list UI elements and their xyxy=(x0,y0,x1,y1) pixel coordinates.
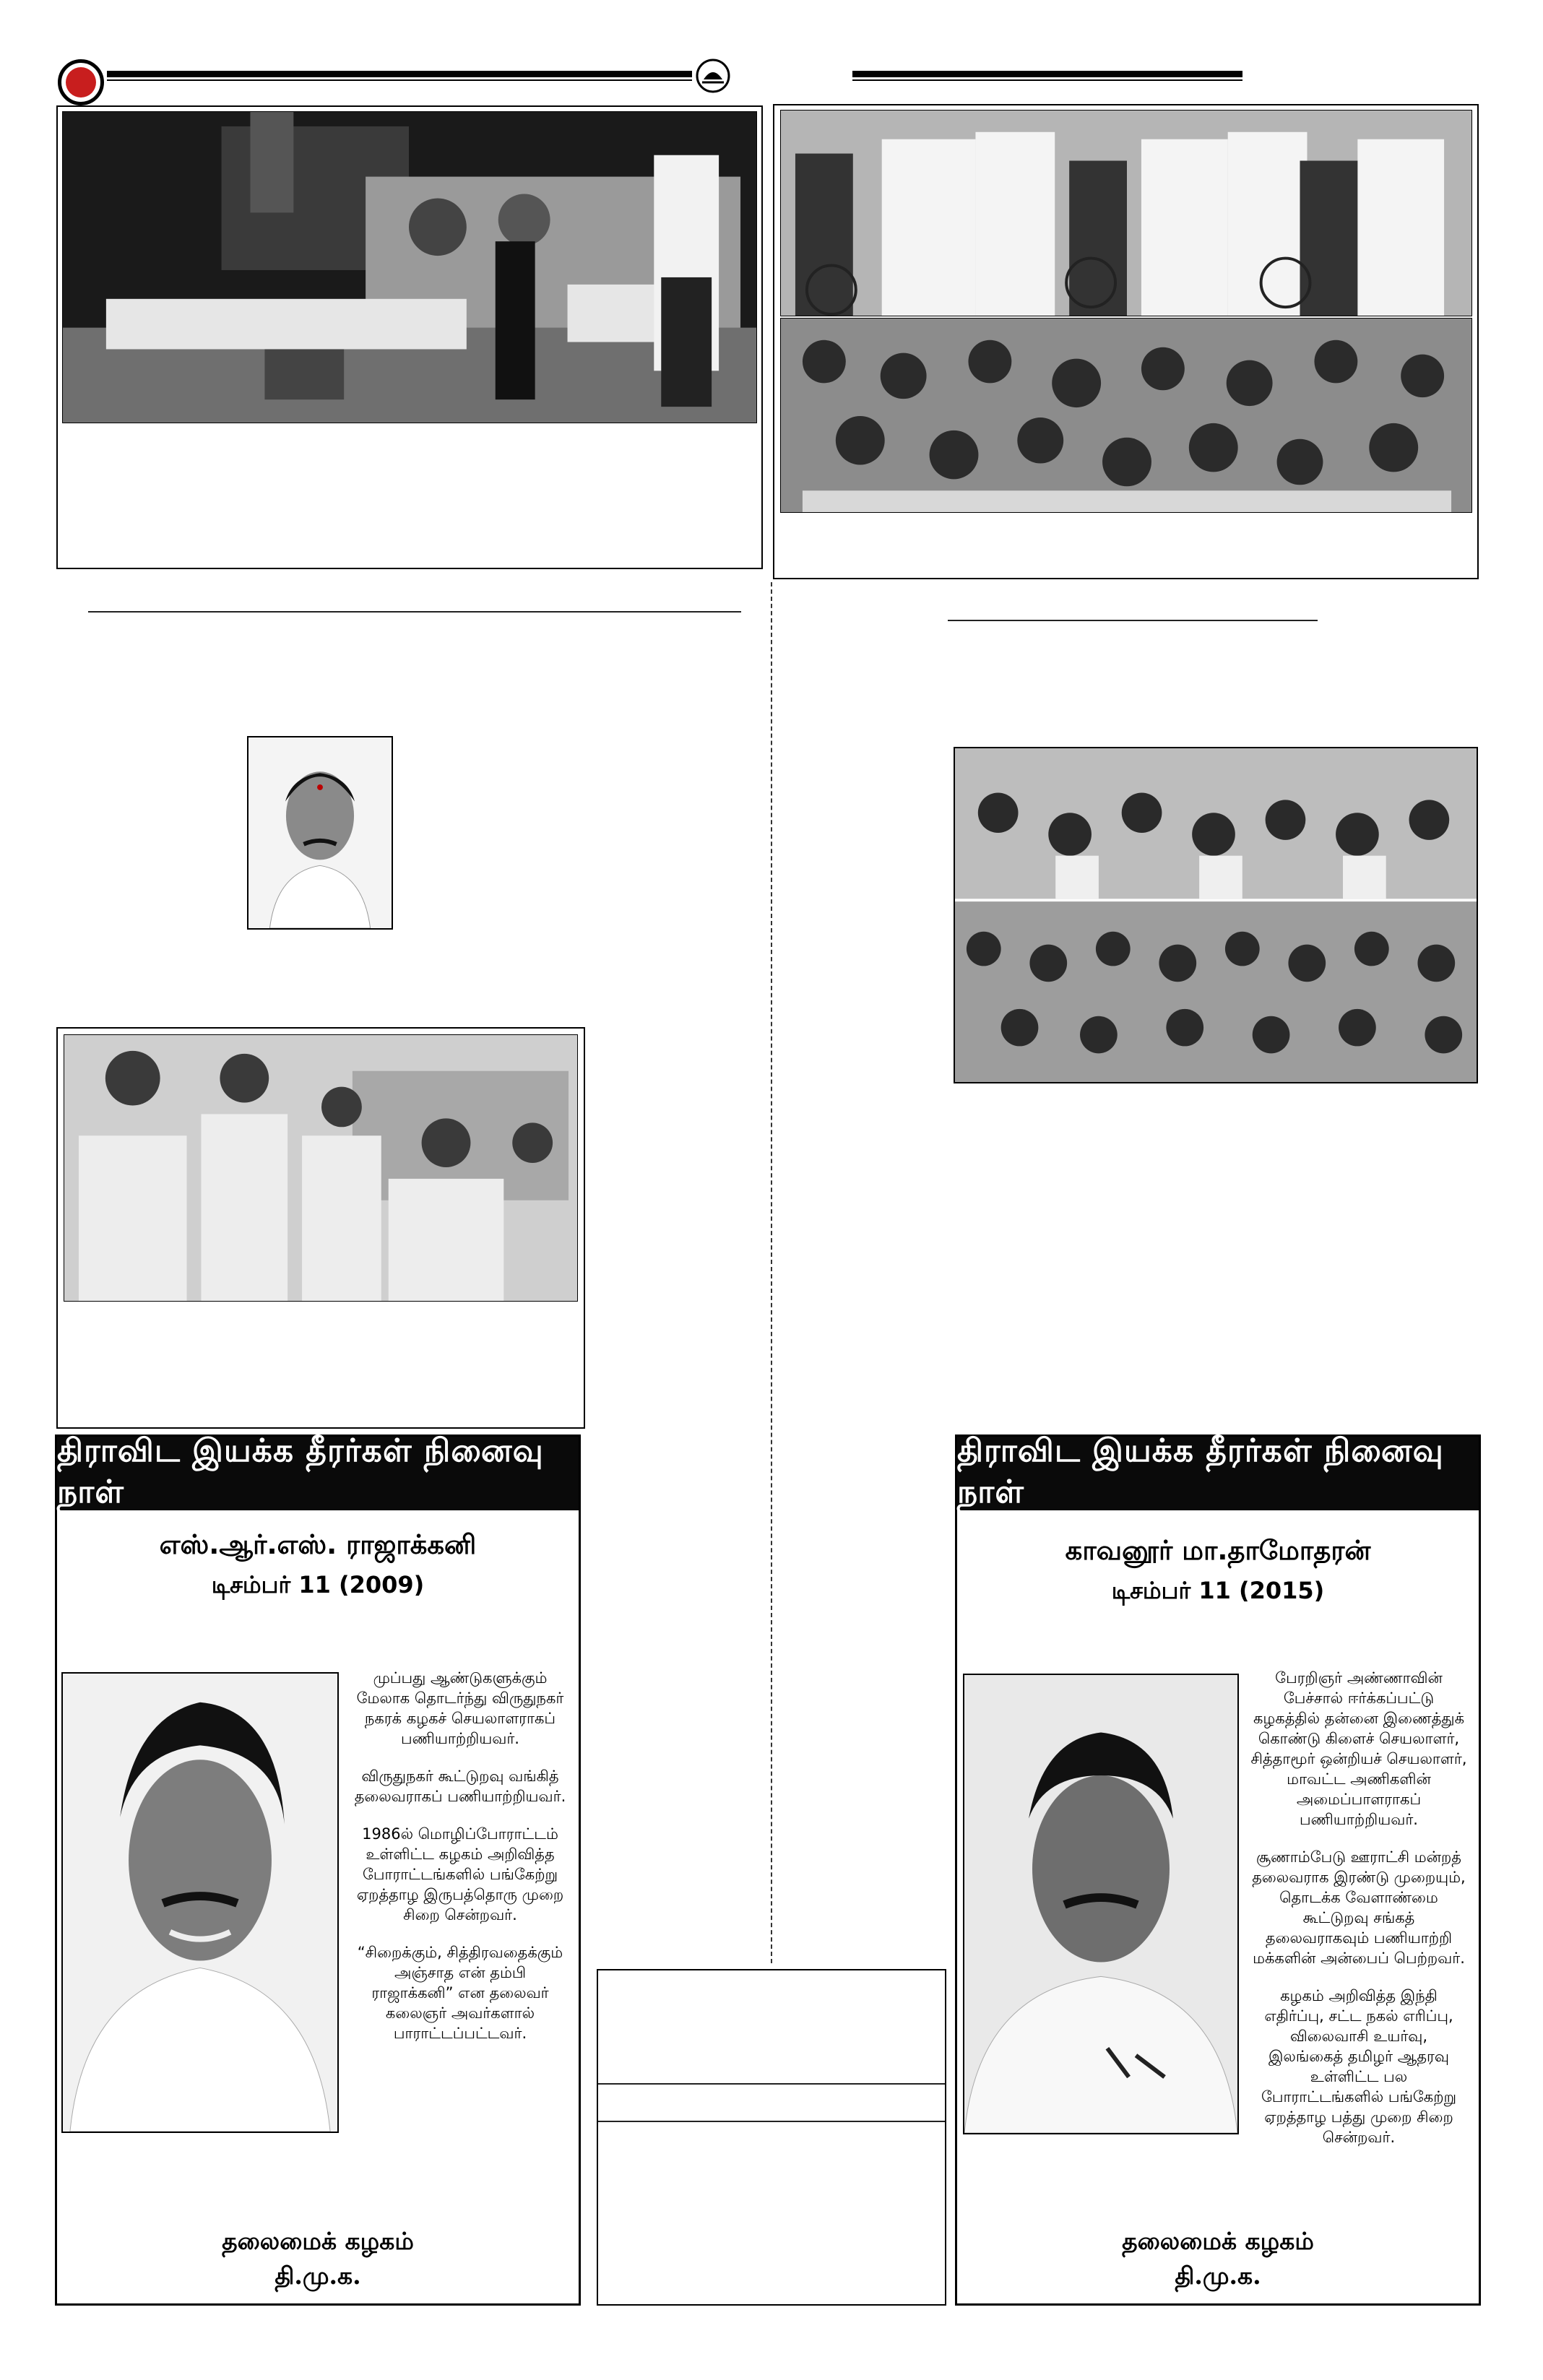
bio-paragraph: விருதுநகர் கூட்டுறவு வங்கித் தலைவராகப் பணியாற்றியவர். xyxy=(354,1767,566,1805)
bio-paragraph: கழகம் அறிவித்த இந்தி எதிர்ப்பு, சட்ட நகல் எரிப்பு, விலைவாசி உயர்வு, இலங்கைத் தமிழர் ஆதரவு உள்ளிட்ட பல போராட்டங்களில் பங்கேற்று ஏறத்தாழ பத்து முறை சிறை சென்றவர். xyxy=(1261,1987,1457,2146)
right-column-separator xyxy=(948,620,1318,621)
students-crowd-photo xyxy=(780,318,1472,513)
memorial-notice-damodharan xyxy=(955,1432,1481,2306)
bicycle-distribution-photo xyxy=(780,110,1472,316)
header-rule-left-thin xyxy=(107,79,692,81)
memorial-notice-rajakkani xyxy=(55,1432,581,2306)
footer-line-2: தி.மு.க. xyxy=(275,2262,361,2290)
bio-paragraph: “சிறைக்கும், சித்திரவதைக்கும் அஞ்சாத என் தம்பி ராஜாக்கனி” என தலைவர் கலைஞர் அவர்களால் பாராட்டப்பட்டவர். xyxy=(357,1944,563,2042)
officials-inspection-photo xyxy=(64,1034,578,1302)
protest-crowd-photo xyxy=(954,747,1478,1083)
empty-notice-box xyxy=(597,1969,946,2306)
bio-paragraph: சூணாம்பேடு ஊராட்சி மன்றத் தலைவராக இரண்டு முறையும், தொடக்க வேளாண்மை கூட்டுறவு சங்கத் தலைவராகவும் பணியாற்றி மக்களின் அன்பைப் பெற்றவர். xyxy=(1252,1848,1466,1967)
page-logo-circle xyxy=(58,59,104,105)
memorial-name: காவனூர் மா.தாமோதரன் xyxy=(1065,1535,1371,1566)
header-rule-right-thin xyxy=(852,79,1242,81)
memorial-name: எஸ்.ஆர்.எஸ். ராஜாக்கனி xyxy=(159,1529,477,1560)
memorial-date: டிசம்பர் 11 (2009) xyxy=(211,1571,425,1598)
stage-meeting-photo xyxy=(62,111,757,423)
column-divider xyxy=(771,582,772,1963)
box-divider-1 xyxy=(598,2083,945,2085)
footer-line-1: தலைமைக் கழகம் xyxy=(222,2227,414,2255)
box-divider-2 xyxy=(598,2121,945,2122)
bio-paragraph: பேரறிஞர் அண்ணாவின் பேச்சால் ஈர்க்கப்பட்டு கழகத்தில் தன்னை இணைத்துக் கொண்டு கிளைச் செயலாளர், சித்தாமூர் ஒன்றியச் செயலாளர், மாவட்ட அணிகளின் அமைப்பாளராகப் பணியாற்றியவர். xyxy=(1250,1669,1467,1828)
footer-line-2: தி.மு.க. xyxy=(1175,2262,1261,2290)
memorial-heading: திராவிட இயக்க தீரர்கள் நினைவு நாள் xyxy=(957,1437,1479,1510)
story-photo-box-mid-left xyxy=(56,1027,585,1429)
memorial-footer xyxy=(57,2224,579,2293)
left-column-separator xyxy=(88,611,741,613)
memorial-bio xyxy=(352,1668,569,2061)
memorial-bio xyxy=(1250,1668,1467,2165)
memorial-portrait-damodharan xyxy=(963,1674,1239,2134)
memorial-portrait-rajakkani xyxy=(61,1672,339,2133)
header-rule-left xyxy=(107,71,692,77)
memorial-heading: திராவிட இயக்க தீரர்கள் நினைவு நாள் xyxy=(57,1437,579,1510)
leader-portrait-photo xyxy=(247,736,393,930)
footer-line-1: தலைமைக் கழகம் xyxy=(1122,2227,1314,2255)
rising-sun-icon xyxy=(695,58,731,94)
header-rule-right xyxy=(852,71,1242,77)
memorial-footer xyxy=(957,2224,1479,2293)
memorial-date: டிசம்பர் 11 (2015) xyxy=(1111,1577,1325,1604)
bio-paragraph: முப்பது ஆண்டுகளுக்கும் மேலாக தொடர்ந்து விருதுநகர் நகரக் கழகச் செயலாளராகப் பணியாற்றியவர். xyxy=(356,1669,564,1747)
story-photo-box-top-left xyxy=(56,105,763,569)
bio-paragraph: 1986ல் மொழிப்போராட்டம் உள்ளிட்ட கழகம் அறிவித்த போராட்டங்களில் பங்கேற்று ஏறத்தாழ இருபத்தொரு முறை சிறை சென்றவர். xyxy=(356,1825,564,1924)
story-photo-box-top-right xyxy=(773,104,1479,579)
